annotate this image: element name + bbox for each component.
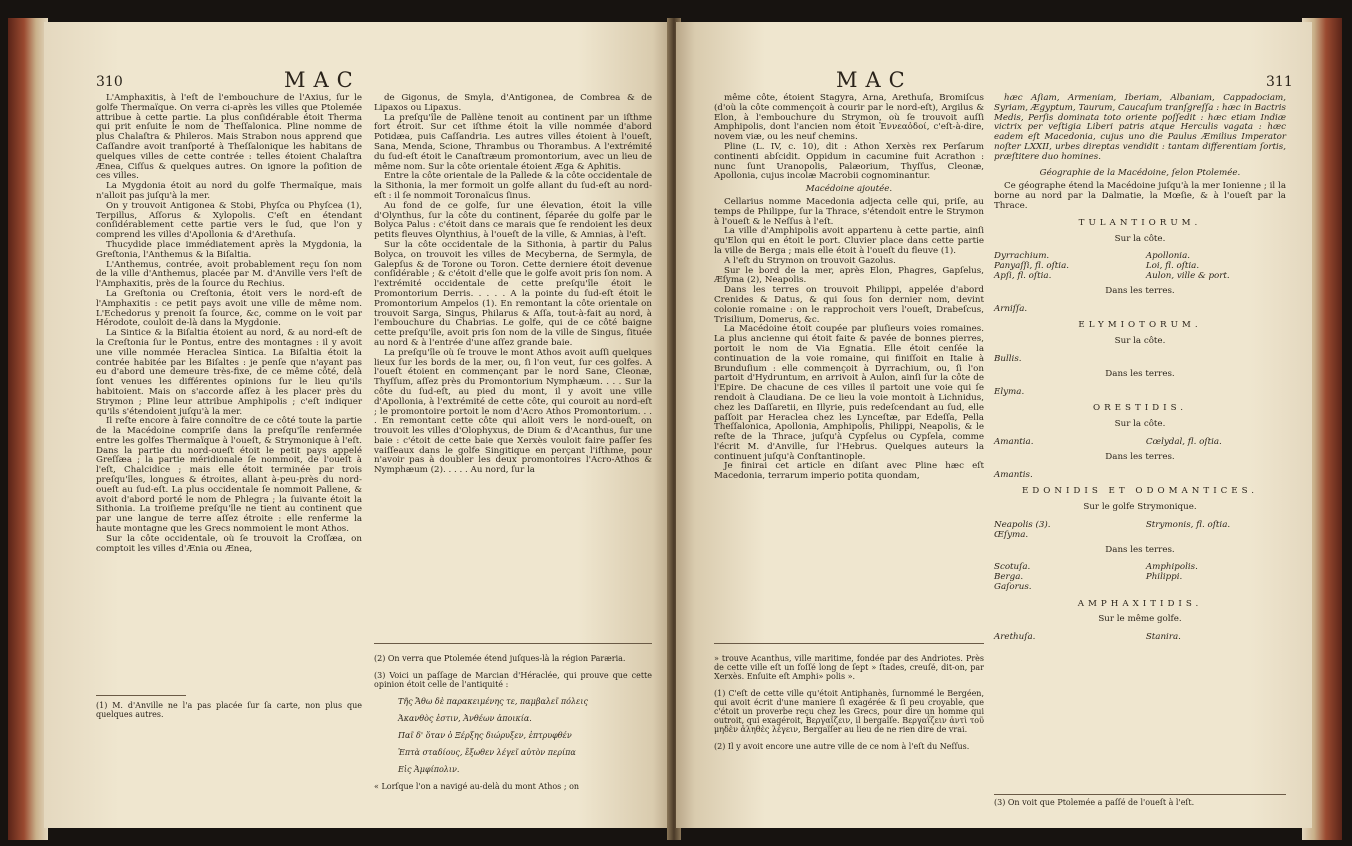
paragraph: La Sintice & la Biſaltia étoient au nord, & au nord-eſt de la Creſtonia ſur le Pontus, entre des montagnes : il y avoit une ville nommée Heraclea Sintica. La Biſaltia étoit la contrée habitée par les Biſaltes : je penſe que n'ayant pas eu d'abord une demeure très-fixe, de ce même côté, delà ſont venues les différentes opinions ſur le lieu qu'ils habitoient. Mais on s'accorde aſſez à les placer près du Strymon ; Pline leur attribue Amphipolis ; c'eſt indiquer qu'ils s'étendoient juſqu'à la mer.: [96, 328, 362, 417]
footnote-line: (3) Voici un paſſage de Marcian d'Héraclée, qui prouve que cette opinion étoit celle de l'antiquité :: [374, 671, 652, 689]
paragraph: Entre la côte orientale de la Pallede & la côte occidentale de la Sithonia, la mer formoit un golfe allant du ſud-eſt au nord-eſt : il ſe nommoit Toronaïcus ſinus.: [374, 171, 652, 201]
paragraph: On y trouvoit Antigonea & Stobi, Phyſca ou Phyſcea (1), Terpillus, Aſſorus & Xylopolis. C'eſt en étendant conſidérablement cette partie vers le ſud, que l'on y comprend les villes d'Apollonia & d'Arethuſa.: [96, 200, 362, 241]
footnote-line: » trouve Acanthus, ville maritime, fondée par des Andriotes. Près de cette ville eſt un foſſé long de ſept » ſtades, creuſé, dit-on, par Xerxès. Enſuite eſt Amphi» polis ».: [714, 654, 984, 681]
place-name: Philippi.: [1145, 572, 1183, 583]
footnote-line: « Lorſque l'on a navigé au-delà du mont Athos ; on: [374, 782, 580, 791]
place-name: Dyrrachium.: [994, 251, 1050, 262]
place-row: [994, 305, 1286, 315]
place-name: Stanira.: [1145, 632, 1181, 643]
footnote-left-col1: (1) M. d'Anville ne l'a pas placée ſur ſa carte, non plus que quelques autres.: [96, 701, 362, 719]
paragraph: La ville d'Amphipolis avoit appartenu à cette partie, ainſi qu'Elon qui en étoit le port. Cluvier place dans cette partie la ville de Berga ; mais elle étoit à l'oueſt du fleuve (1).: [714, 226, 984, 256]
paragraph: Dans les terres on trouvoit Philippi, appelée d'abord Crenides & Datus, & qui ſous ſon dernier nom, devint colonie romaine : on le rapprochoit vers l'oueſt, Drabeſcus, Trisilium, Domerus, &c.: [714, 285, 984, 325]
paragraph: Pline (L. IV, c. 10), dit : Athon Xerxès rex Perſarum continenti abſcidit. Oppidum in cacumine fuit Acrathon : nunc ſunt Uranopolis, Palæorium, Thyſſus, Cleonæ, Apollonia, cujus incolæ Macrobii cognominantur.: [714, 141, 984, 182]
footnote-line: Παῖ δ' ὅταν ὁ Ξέρξης διώρυξεν, ἐπτρυφθέν: [398, 731, 572, 740]
place-name: [1146, 355, 1286, 365]
place-name: Loi, fl. oſtia.: [1145, 261, 1200, 272]
paragraph: Sur le bord de la mer, après Elon, Phagres, Gapſelus, Æſyma (2), Neapolis.: [714, 265, 984, 286]
place-row: [994, 521, 1286, 531]
place-name: Œſyma.: [994, 529, 1029, 540]
subsection-label: Sur la côte.: [1114, 419, 1166, 430]
footnote-line: Εἰς Ἀμφίπολιν.: [398, 765, 460, 774]
subsection-label: Sur la côte.: [1114, 336, 1166, 347]
left-page: [44, 22, 672, 828]
place-name: Apollonia.: [1145, 251, 1191, 262]
paragraph: Au fond de ce golfe, ſur une élevation, étoit la ville d'Olynthus, ſur la côte du continent, ſéparée du golfe par le Bolyca Palus : c'étoit dans ce marais que ſe rendoient les deux petits fleuves Olynthius, à l'oueſt de la ville, & Amnias, à l'eſt.: [374, 200, 652, 241]
footnote-rule: [994, 794, 1286, 795]
place-name: [1146, 583, 1286, 593]
place-name: Arniſſa.: [994, 303, 1028, 314]
place-name: Amantia.: [994, 436, 1034, 447]
right-page: [676, 22, 1312, 828]
footnote-rule: [96, 695, 186, 696]
paragraph: La Macédoine étoit coupée par pluſieurs voies romaines. La plus ancienne qui étoit faite & pavée de bonnes pierres, portoit le nom de Via Egnatia. Elle étoit cenſée la continuation de la voie romaine, qui finiſſoit en Italie à Brunduſium : elle commençoit à Dyrrachium, ou, ſi l'on partoit d'Hydruntum, en arrivoit à Aulon, ainſi ſur la côte de l'Epire. De chacune de ces villes il partoit une voie qui ſe rendoit à Claudiana. De ce lieu la voie montoit à Lichnidus, chez les Daſſaretii, en Illyrie, puis redeſcendant au ſud, elle paſſoit par Heraclea chez les Lynceſtæ, par Edeſſa, Pella Theſſalonica, Apollonia, Amphipolis, Philippi, Neapolis, & le reſte de la Thrace, juſqu'à Cypſelus ou Cypſela, comme l'écrit M. d'Anville, ſur l'Hebrus. Quelques auteurs la continuent juſqu'à Conſtantinople.: [714, 324, 984, 462]
running-header-left: MAC: [284, 68, 361, 92]
footnote-line: Ἐπτὰ σταδίους, ἔξωθεν λέγεῖ αὐτὸν περίπα: [398, 748, 576, 757]
ptolemy-section-intro: Ce géographe étend la Macédoine juſqu'à la mer Ionienne ; il la borne au nord par la Dalmatie, la Mœſie, & à l'oueſt par la Thrace.: [994, 181, 1286, 211]
paragraph: A l'eſt du Strymon on trouvoit Gazolus.: [724, 255, 896, 266]
paragraph: La preſqu'île où ſe trouve le mont Athos avoit auſſi quelques lieux ſur les bords de la mer, ou, ſi l'on veut, ſur ces golfes. A l'oueſt étoient en commençant par le nord Sane, Cleonæ, Thyſſum, aſſez près du Promontorium Nymphæum. . . . Sur la côte du ſud-eſt, au pied du mont, il y avoit une ville d'Apollonia, à l'extrémité de cette côte, qui couroit au nord-eſt ; le promontoire portoit le nom d'Acro Athos Promontorium. . . . En remontant cette côte qui alloit vers le nord-oueſt, on trouvoit les villes d'Olophyxus, de Dium & d'Acanthus, ſur une baie : c'étoit de cette baie que Xerxès vouloit faire paſſer ſes vaiſſeaux dans le golfe Singitique en perçant l'iſthme, pour n'avoir pas à doubler les deux promontoires l'Acro-Athos & Nymphæum (2). . . . . Au nord, ſur la: [374, 347, 652, 476]
right-column-2: [994, 94, 1286, 643]
ptolemy-region-list: [994, 219, 1286, 643]
paragraph: Je finirai cet article en diſant avec Pline hæc eſt Macedonia, terrarum imperio potita quondam,: [714, 461, 984, 482]
footnotes-left-col2: [374, 646, 652, 799]
footnotes-right-col1: [714, 646, 984, 759]
place-name: [1146, 388, 1286, 398]
paragraph: La Mygdonia étoit au nord du golfe Thermaïque, mais n'alloit pas juſqu'à la mer.: [96, 181, 362, 201]
paragraph: Sur la côte occidentale, où ſe trouvoit la Croſſæa, on comptoit les villes d'Ænia ou Ænea,: [96, 533, 362, 554]
footnote-line: (2) On verra que Ptolemée étend juſques-là la région Paræria.: [374, 654, 626, 663]
macedonia-eulogy: hæc Aſiam, Armeniam, Iberiam, Albaniam, Cappadociam, Syriam, Ægyptum, Taurum, Caucaſum tranſgreſſa : hæc in Bactris Medis, Perſis dominata toto oriente poſſedit : hæc etiam Indiæ victrix per veſtigia Liberi patris atque Herculis vagata : hæc eadem eſt Macedonia, cujus uno die Paulus Æmilius Imperator noſter LXXII, urbes direptas vendidit : tantam differentiam ſortis, præſtitere duo homines.: [994, 93, 1286, 162]
subsection-label: Dans les terres.: [1105, 451, 1175, 462]
region-name: ELYMIOTORUM.: [1078, 320, 1202, 331]
place-name: Aulon, ville & port.: [1145, 270, 1230, 281]
paragraph: La Greſtonia ou Creſtonia, étoit vers le nord-eſt de l'Amphaxitis : ce petit pays avoit une ville de même nom. L'Echedorus y prenoit ſa ſource, &c, comme on le voit par Hérodote, couloit de-là dans la Mygdonie.: [96, 288, 362, 329]
place-row: [994, 573, 1286, 583]
place-name: [1146, 305, 1286, 315]
footnote-line: Τῆς Ἄθω δὲ παρακειμένης τε, παμβαλεῖ πόλεις: [398, 697, 588, 706]
paragraph: L'Amphaxitis, à l'eſt de l'embouchure de l'Axius, ſur le golfe Thermaïque. On verra ci-après les villes que Ptolemée attribue à cette partie. La plus conſidérable étoit Therma qui prit enſuite le nom de Theſſalonica. Pline nomme de plus Chalaſtra & Phileros. Mais Strabon nous apprend que Caſſandre avoit tranſporté à Theſſalonique les habitans de quelques villes de cette contrée : telles étoient Chalaſtra Ænea, Ciſſus & quelques autres. On ignore la poſition de ces villes.: [96, 93, 362, 182]
place-name: Arethuſa.: [994, 632, 1036, 643]
place-name: Elyma.: [994, 386, 1025, 397]
place-name: Gaſorus.: [994, 581, 1032, 592]
running-header-right: MAC: [836, 68, 913, 92]
paragraph: de Gigonus, de Smyla, d'Antigonea, de Combrea & de Lipaxos ou Lipaxus.: [374, 93, 652, 113]
subsection-label: Sur la côte.: [1114, 233, 1166, 244]
paragraph: Sur la côte occidentale de la Sithonia, à partir du Palus Bolyca, on trouvoit les villes de Mecyberna, de Sermyla, de Galepſus & de Torone ou Toron. Cette derniere étoit devenue conſidérable ; & c'étoit d'elle que le golfe avoit pris ſon nom. A l'extrémité occidentale de cette preſqu'île étoit le Promontorium Derris. . . . . A la pointe du ſud-eſt étoit le Promontorium Ampelos (1). En remontant la côte orientale on trouvoit Sarga, Singus, Philarus & Aſſa, tout-à-fait au nord, à l'embouchure du Chabrias. Le golfe, qui de ce côté baigne cette preſqu'île, avoit pris ſon nom de la ville de Singus, ſituée au nord & à l'entrée d'une aſſez grande baie.: [374, 239, 652, 348]
footnote-right-col2: (3) On voit que Ptolemée a paſſé de l'oueſt à l'eſt.: [994, 798, 1195, 807]
place-name: [1146, 531, 1286, 541]
region-name: ORESTIDIS.: [1093, 403, 1187, 414]
place-row: [994, 583, 1286, 593]
subsection-label: Sur le golfe Strymonique.: [1083, 502, 1197, 513]
paragraph: Cellarius nomme Macedonia adjecta celle qui, priſe, au temps de Philippe, ſur la Thrace, s'étendoit entre le Strymon à l'oueſt & le Neſſus à l'eſt.: [714, 196, 984, 227]
paragraph: La preſqu'île de Pallène tenoit au continent par un iſthme fort étroit. Sur cet iſthme étoit la ville nommée d'abord Potidæa, puis Caſſandria. Les autres villes étoient à l'oueſt, Sana, Menda, Scione, Thrambus ou Thorambus. A l'extrémité du ſud-eſt étoit le Canaſtræum promontorium, avec un lieu de même nom. Sur la côte orientale étoient Æga & Aphitis.: [374, 112, 652, 172]
place-name: [1146, 471, 1286, 481]
footnote-line: Ἀκανθὸς ἐστιν, Ἀνθέων ἀποικία.: [398, 714, 532, 723]
subsection-label: Sur le même golfe.: [1098, 614, 1182, 625]
place-name: Amphipolis.: [1145, 562, 1198, 573]
footnote-rule: [714, 643, 984, 644]
left-column-2: [374, 94, 652, 629]
subsection-label: Dans les terres.: [1105, 544, 1175, 555]
place-name: Apſi, fl. oſtia.: [994, 270, 1052, 281]
place-name: Panyaſſi, fl. oſtia.: [994, 261, 1070, 272]
paragraph: Il reſte encore à faire connoître de ce côté toute la partie de la Macédoine compriſe dans la preſqu'île renfermée entre les golfes Thermaïque à l'oueſt, & Strymonique à l'eſt. Dans la partie du nord-oueſt étoit le petit pays appelé Greſſæa ; la partie méridionale ſe nommoit, de l'oueſt à l'eſt, Chalcidice ; mais elle étoit terminée par trois preſqu'îles, longues & étroites, allant à-peu-près du nord-oueſt au ſud-eſt. La plus occidentale ſe nommoit Pallene, & avoit d'abord porté le nom de Phlegra ; la ſuivante étoit la Sithonia. La troiſieme preſqu'île ne tient au continent que par une langue de terre aſſez étroite : elle renferme la haute montagne que les Grecs nommoient le mont Athos.: [96, 416, 362, 535]
place-row: [994, 633, 1286, 643]
page-number-left: 310: [96, 74, 123, 90]
place-name: Cœlydal, fl. oſtia.: [1145, 436, 1222, 447]
paragraph: même côte, étoient Stagyra, Arna, Arethuſa, Bromiſcus (d'où la côte commençoit à courir par le nord-eſt), Argilus & Elon, à l'embouchure du Strymon, où ſe trouvoit auſſi Amphipolis, dont l'ancien nom étoit Ἐννεαὁδοί, c'eſt-à-dire, novem viæ, ou les neuf chemins.: [714, 93, 984, 143]
left-column-1: [96, 94, 362, 654]
place-row: [994, 355, 1286, 365]
place-name: Neapolis (3).: [994, 519, 1051, 530]
paragraph: Macédoine ajoutée.: [805, 184, 893, 195]
place-row: [994, 272, 1286, 282]
footnote-line: (2) Il y avoit encore une autre ville de ce nom à l'eſt du Neſſus.: [714, 742, 970, 751]
left-book-edge: [8, 18, 48, 840]
footnote-rule: [374, 643, 652, 644]
place-name: Amantis.: [994, 469, 1033, 480]
place-row: [994, 471, 1286, 481]
paragraph: L'Anthemus, contrée, avoit probablement reçu ſon nom de la ville d'Anthemus, placée par M. d'Anville vers l'eſt de l'Amphaxitis, près de la ſource du Rechius.: [96, 259, 362, 290]
footnote-line: (1) C'eſt de cette ville qu'étoit Antiphanès, ſurnommé le Bergéen, qui avoit écrit d'une maniere ſi exagérée & ſi peu croyable, que c'étoit un proverbe reçu chez les Grecs, pour dire un homme qui outroit, qui exagéroit, Βεργαΐζειν, il bergaïſe. Βεργαΐζειν ἀντὶ τοῦ μηδὲν ἀληθὲς λέγειν, Bergaïſer au lieu de ne rien dire de vrai.: [714, 689, 984, 734]
place-row: [994, 563, 1286, 573]
region-name: TULANTIORUM.: [1078, 217, 1202, 228]
region-name: EDONIDIS ET ODOMANTICES.: [1021, 486, 1259, 497]
page-number-right: 311: [1266, 74, 1293, 90]
place-name: Scotuſa.: [994, 562, 1031, 573]
place-row: [994, 438, 1286, 448]
place-name: Bullis.: [994, 353, 1022, 364]
subsection-label: Dans les terres.: [1105, 368, 1175, 379]
place-name: Berga.: [994, 572, 1024, 583]
region-name: AMPHAXITIDIS.: [1077, 598, 1203, 609]
place-row: [994, 388, 1286, 398]
ptolemy-section-title: Géographie de la Macédoine, ſelon Ptolemée.: [1039, 167, 1241, 178]
paragraph: Thucydide place immédiatement après la Mygdonia, la Greſtonia, l'Anthemus & la Biſaltia.: [96, 239, 362, 260]
right-column-1: [714, 94, 984, 639]
place-row: [994, 531, 1286, 541]
place-name: Strymonis, fl. oſtia.: [1145, 519, 1231, 530]
subsection-label: Dans les terres.: [1105, 285, 1175, 296]
